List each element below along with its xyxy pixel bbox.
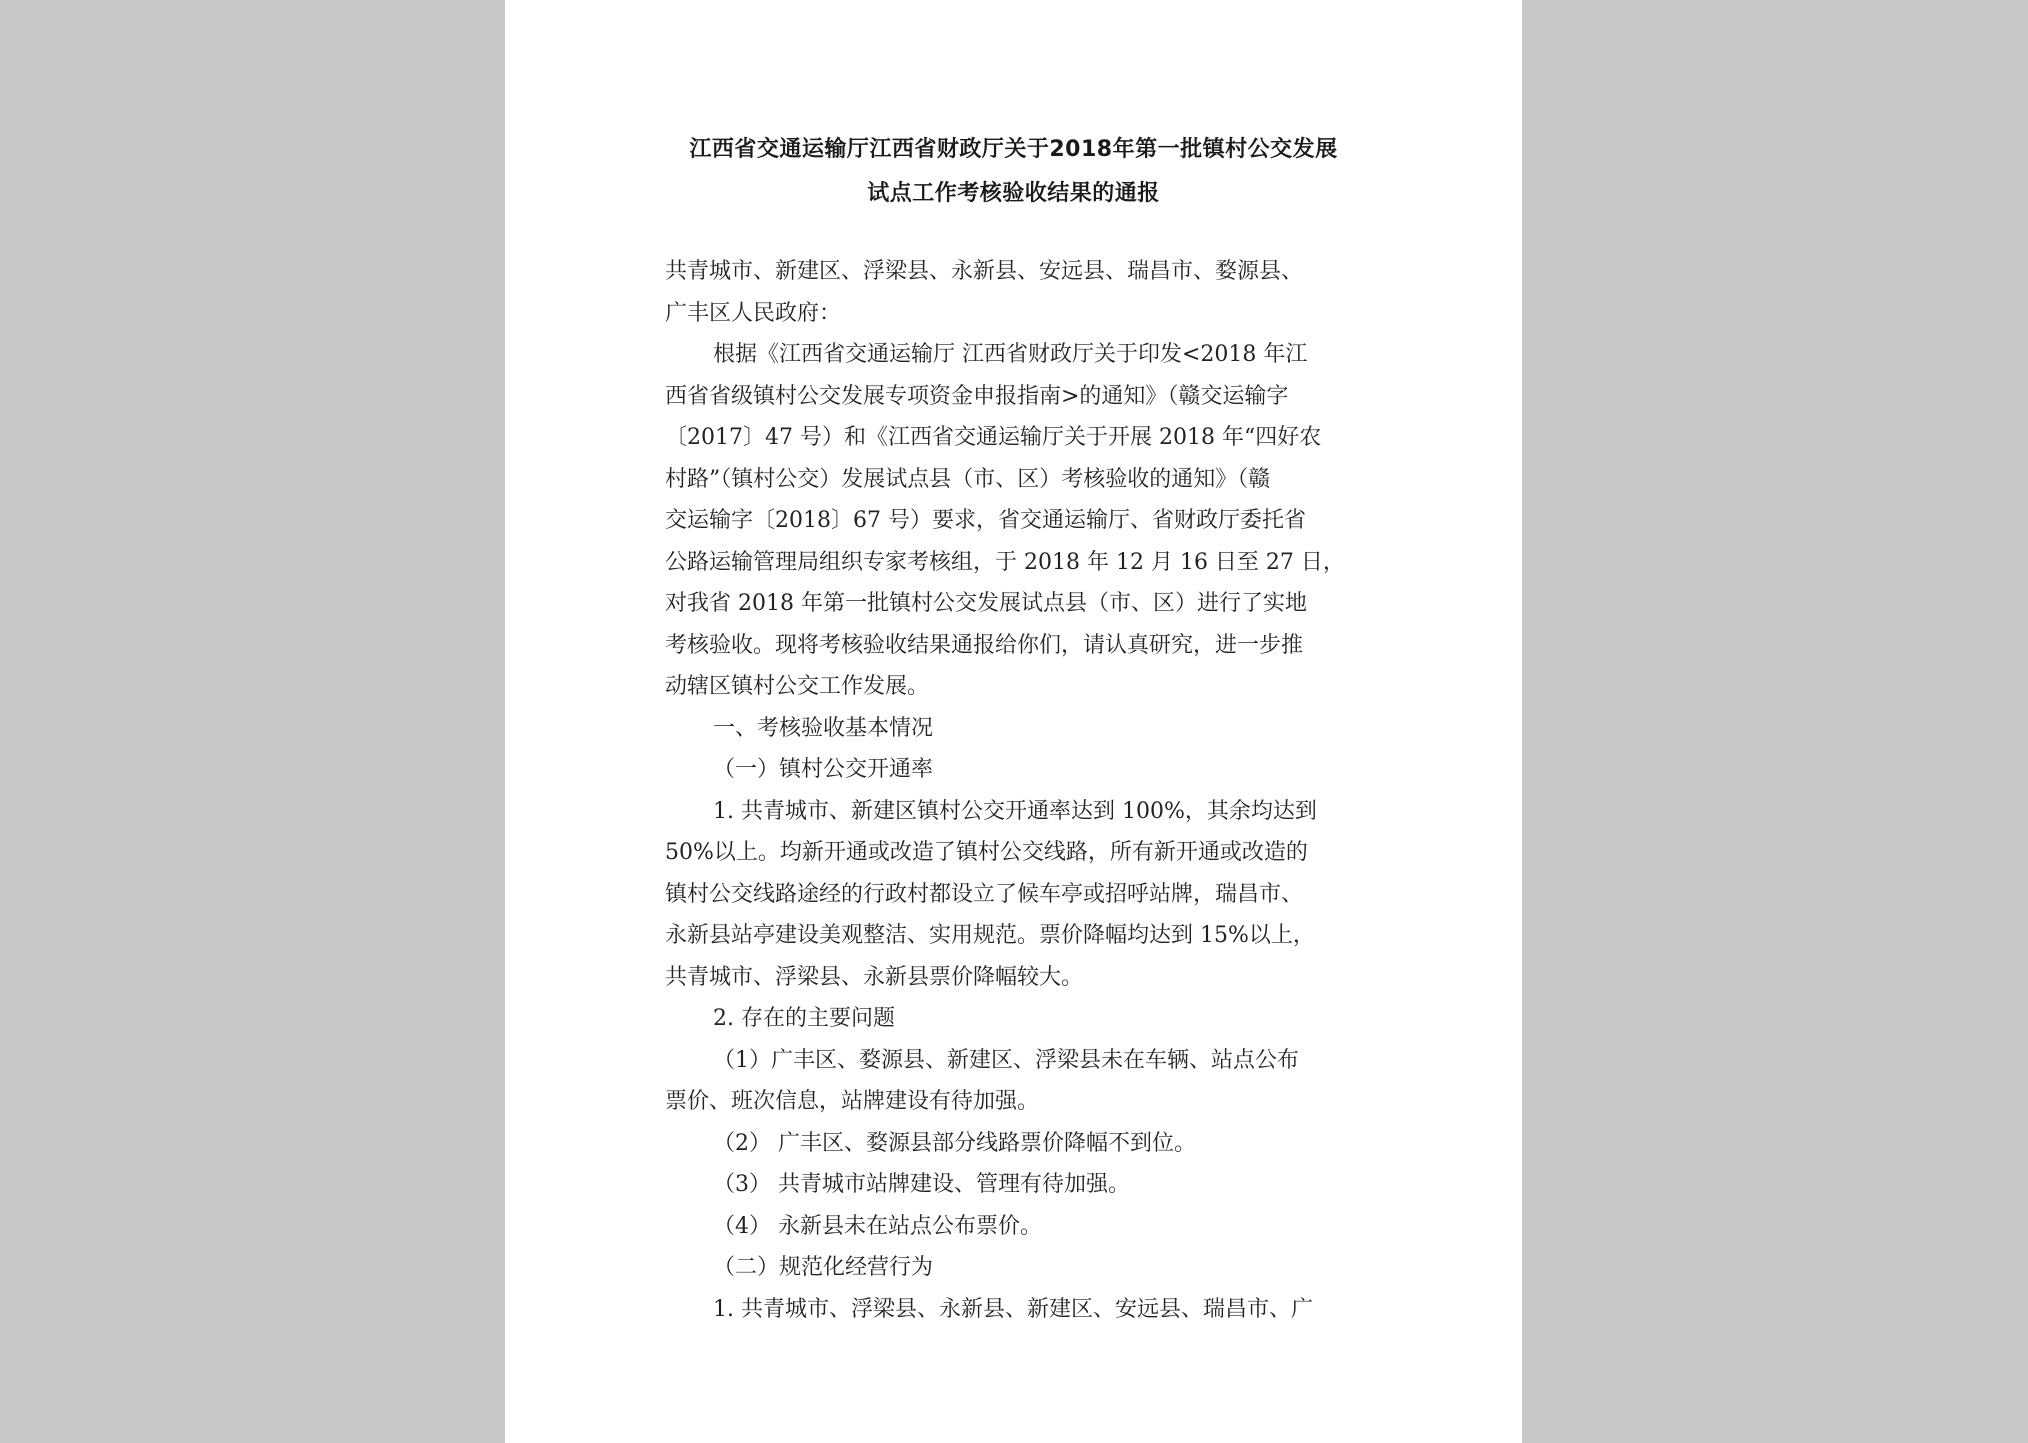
body-line: 共青城市、新建区、浮梁县、永新县、安远县、瑞昌市、婺源县、 [665, 259, 1304, 284]
document-page [505, 0, 1522, 1443]
title-line-1: 江西省交通运输厅江西省财政厅关于2018年第一批镇村公交发展 [689, 137, 1338, 162]
body-line: 根据《江西省交通运输厅 江西省财政厅关于印发<2018 年江 [713, 342, 1308, 367]
body-line: 广丰区人民政府： [665, 300, 842, 326]
body-line: 对我省 2018 年第一批镇村公交发展试点县（市、区）进行了实地 [665, 591, 1307, 616]
body-line: 交运输字〔2018〕67 号）要求，省交通运输厅、省财政厅委托省 [665, 508, 1306, 533]
body-line: 一、考核验收基本情况 [713, 715, 934, 741]
body-line: 50%以上。均新开通或改造了镇村公交线路，所有新开通或改造的 [665, 840, 1308, 865]
body-line: 票价、班次信息，站牌建设有待加强。 [665, 1089, 1040, 1114]
document-body [665, 251, 1370, 1330]
body-line: （1）广丰区、婺源县、新建区、浮梁县未在车辆、站点公布 [713, 1047, 1299, 1073]
body-line: 〔2017〕47 号）和《江西省交通运输厅关于开展 2018 年“四好农 [665, 425, 1322, 450]
body-line: 永新县站亭建设美观整洁、实用规范。票价降幅均达到 15%以上， [665, 923, 1315, 948]
document-title [505, 128, 1522, 216]
body-line: （2） 广丰区、婺源县部分线路票价降幅不到位。 [713, 1130, 1196, 1156]
body-line: 考核验收。现将考核验收结果通报给你们，请认真研究，进一步推 [665, 632, 1304, 658]
body-line: （二）规范化经营行为 [713, 1255, 934, 1280]
body-line: （一）镇村公交开通率 [713, 757, 934, 782]
title-line-2: 试点工作考核验收结果的通报 [867, 181, 1160, 206]
body-line: 1. 共青城市、新建区镇村公交开通率达到 100%，其余均达到 [713, 798, 1317, 824]
body-line: 公路运输管理局组织专家考核组，于 2018 年 12 月 16 日至 27 日， [665, 549, 1345, 575]
body-line: 村路”（镇村公交）发展试点县（市、区）考核验收的通知》（赣 [665, 466, 1271, 492]
body-line: 动辖区镇村公交工作发展。 [665, 674, 930, 699]
body-line: 镇村公交线路途经的行政村都设立了候车亭或招呼站牌，瑞昌市、 [665, 881, 1304, 907]
body-line: 2. 存在的主要问题 [713, 1006, 895, 1031]
body-line: 共青城市、浮梁县、永新县票价降幅较大。 [665, 964, 1084, 990]
body-line: 西省省级镇村公交发展专项资金申报指南>的通知》（赣交运输字 [665, 383, 1289, 409]
body-line: （4） 永新县未在站点公布票价。 [713, 1213, 1042, 1239]
body-line: （3） 共青城市站牌建设、管理有待加强。 [713, 1172, 1130, 1197]
body-line: 1. 共青城市、浮梁县、永新县、新建区、安远县、瑞昌市、广 [713, 1296, 1313, 1322]
